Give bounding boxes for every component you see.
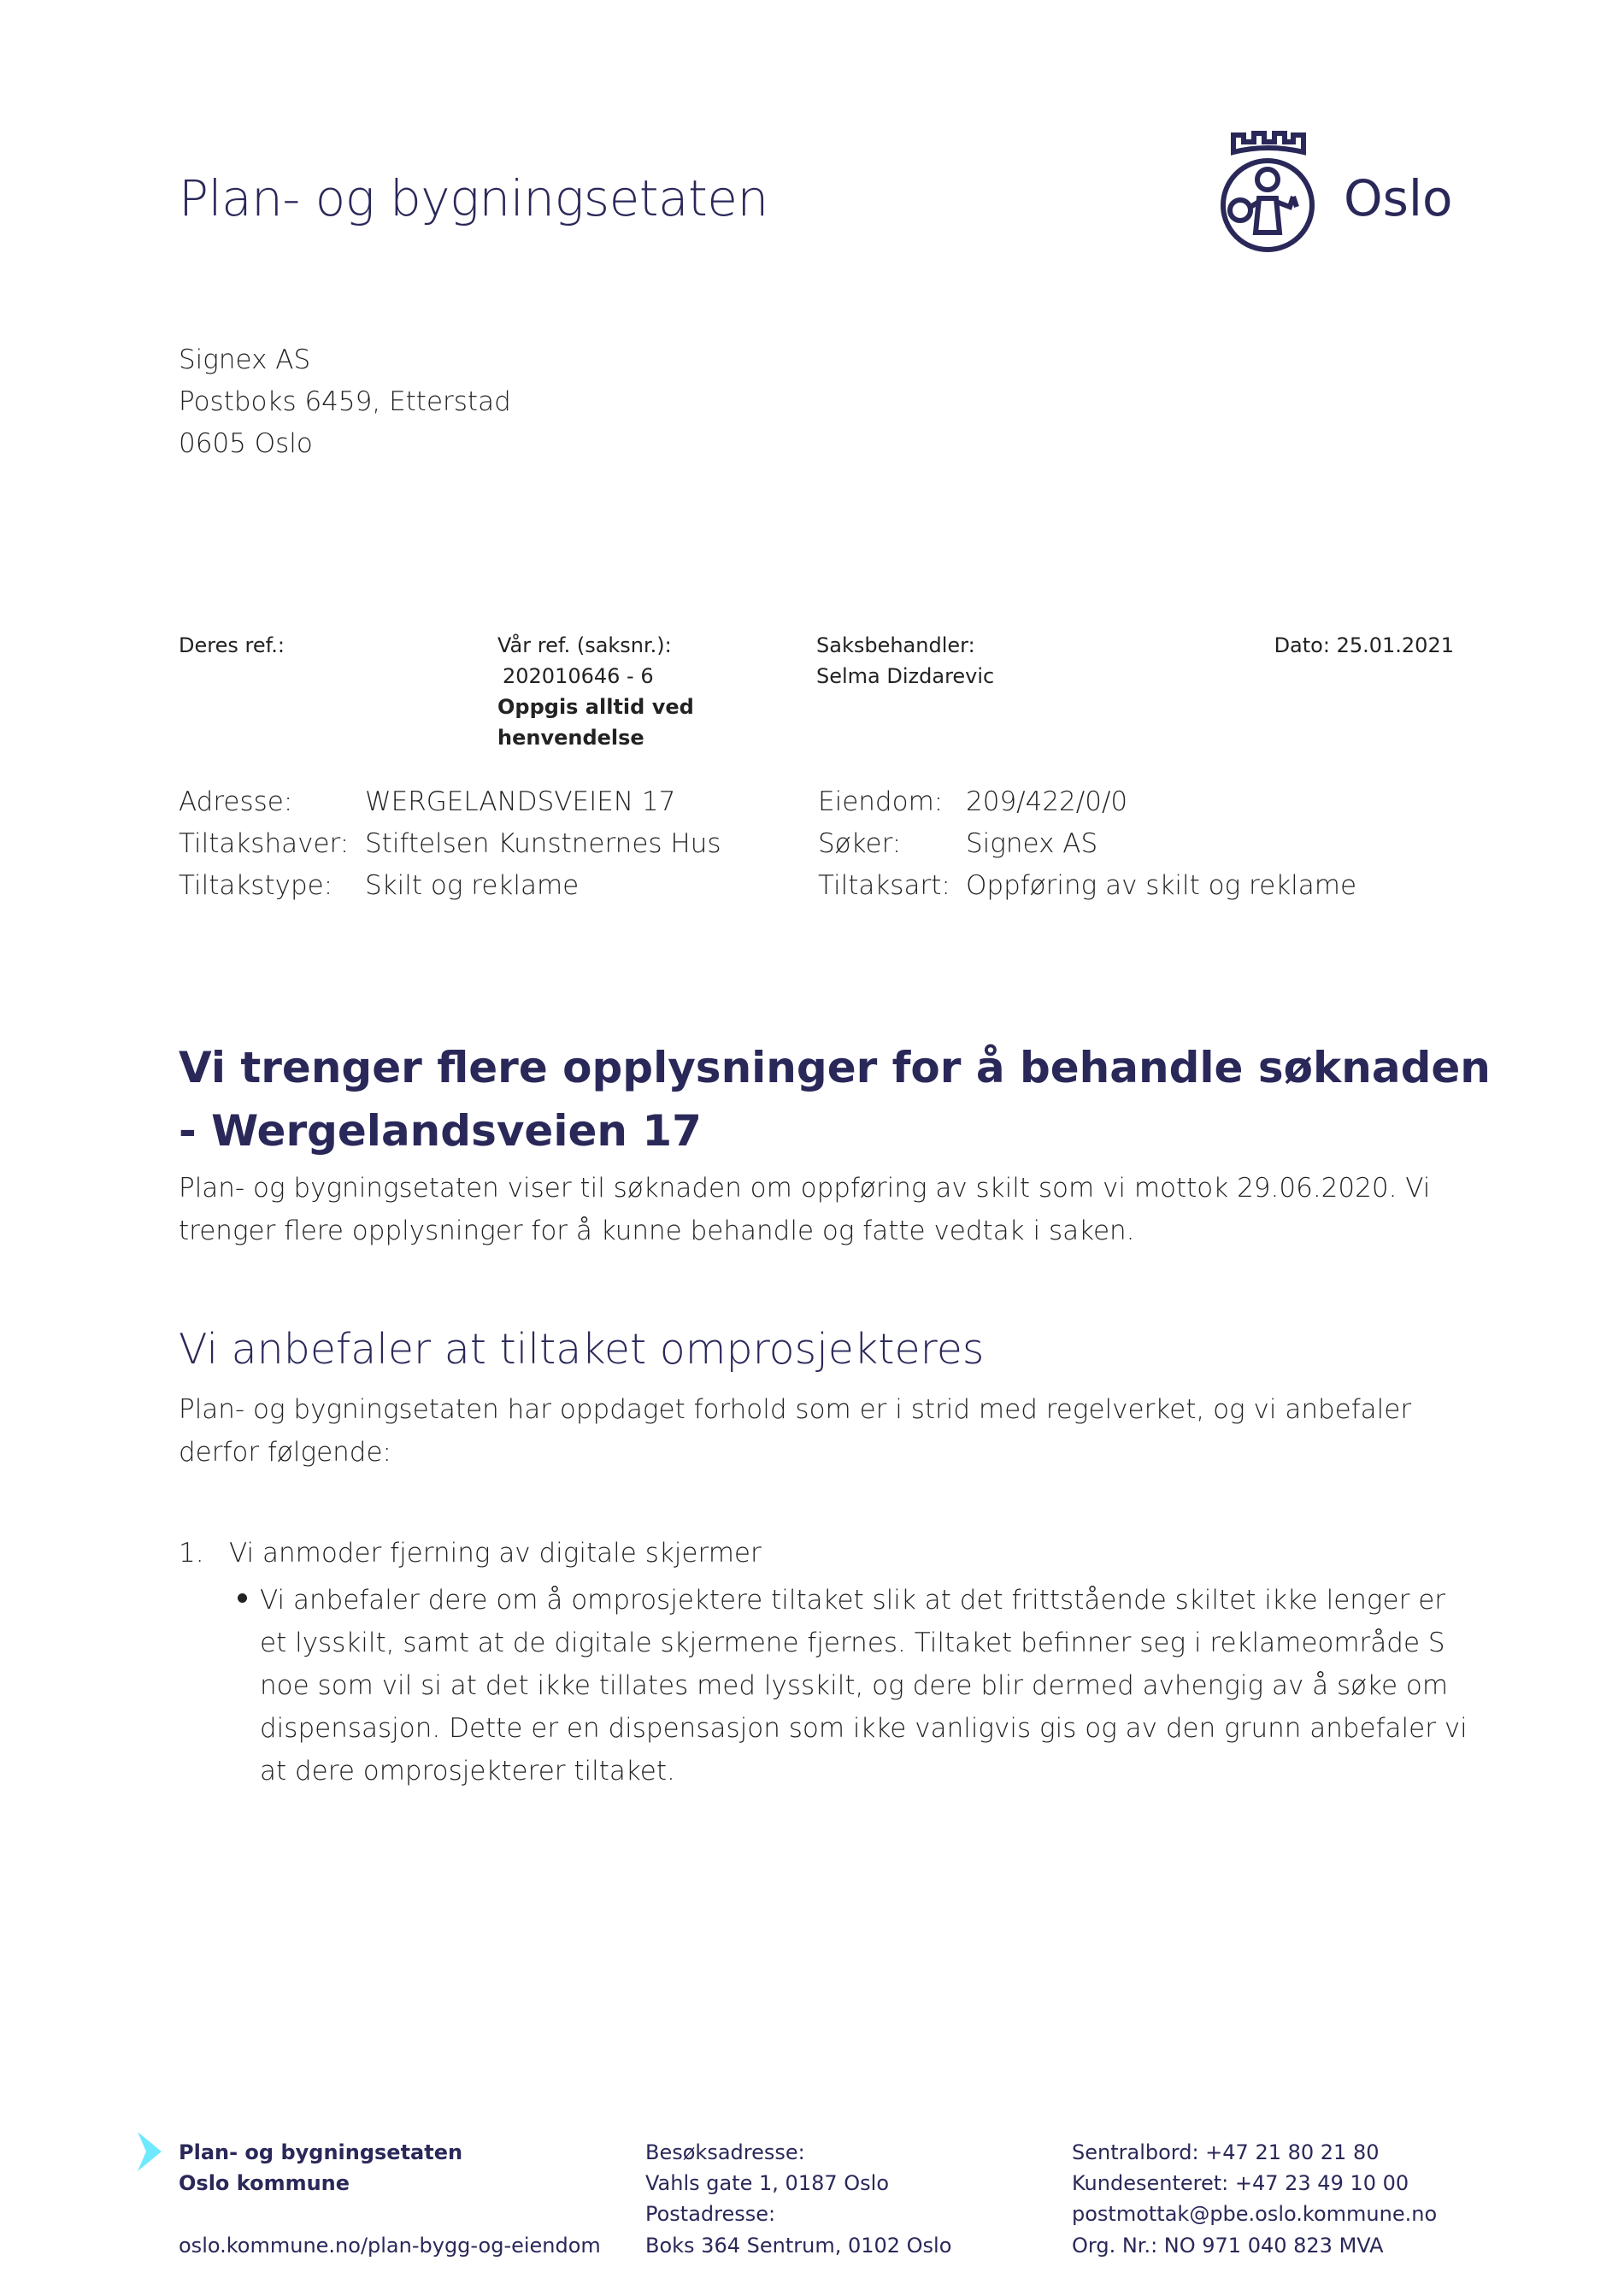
footer-post-label: Postadresse: [645,2202,776,2226]
page-title: Plan- og bygningsetaten [179,169,768,227]
footer-org: Plan- og bygningsetaten [179,2140,463,2164]
recipient-street: Postboks 6459, Etterstad [179,386,511,417]
deres-ref-label: Deres ref.: [179,633,285,657]
bullet-icon [238,1593,247,1603]
tiltakstype-label: Tiltakstype: [179,870,333,901]
eiendom-label: Eiendom: [818,786,944,817]
list-item: Vi anmoder fjerning av digitale skjermer [229,1538,762,1569]
address-label: Adresse: [179,786,293,817]
recipient-city: 0605 Oslo [179,428,313,459]
date: Dato: 25.01.2021 [1274,633,1454,657]
footer-org-number: Org. Nr.: NO 971 040 823 MVA [1072,2234,1384,2258]
oslo-coat-of-arms-logo [1218,128,1317,255]
footer-post-address: Boks 364 Sentrum, 0102 Oslo [645,2234,952,2258]
footer-kommune: Oslo kommune [179,2171,350,2195]
soker-value: Signex AS [966,828,1098,859]
footer-visit-label: Besøksadresse: [645,2140,805,2164]
tiltakshaver-value: Stiftelsen Kunstnernes Hus [365,828,721,859]
soker-label: Søker: [818,828,902,859]
recipient-name: Signex AS [179,344,311,375]
bullet-paragraph: Vi anbefaler dere om å omprosjektere tiltaket slik at det frittstående skiltet ikke lenger er et lysskilt, samt at de digitale skjermene fjernes. Tiltaket befinner seg i reklameområde S noe som vil si at det ikke tillates med lysskilt, og dere blir dermed avhengig av å søke om dispensasjon. Dette er en dispensasjon som ikke vanligvis gis og av den grunn anbefaler vi at dere omprosjekterer tiltaket. [260,1585,1468,1787]
saksbehandler-label: Saksbehandler: [816,633,975,657]
footer-customer-center: Kundesenteret: +47 23 49 10 00 [1072,2171,1409,2195]
var-ref-value: 202010646 - 6 [503,664,654,688]
diamond-icon [134,2132,163,2171]
var-ref-label: Vår ref. (saksnr.): [497,633,672,657]
intro-paragraph: Plan- og bygningsetaten viser til søknaden om oppføring av skilt som vi mottok 29.06.2020. Vi trenger flere opplysninger for å kunne behandle og fatte vedtak i saken. [179,1173,1431,1246]
footer-visit-address: Vahls gate 1, 0187 Oslo [645,2171,889,2195]
logo-text: Oslo [1344,169,1453,227]
heading-line-1: Vi trenger flere opplysninger for å behandle søknaden [179,1043,1491,1092]
main-heading [179,1036,1491,1163]
eiendom-value: 209/422/0/0 [966,786,1128,817]
tiltaksart-label: Tiltaksart: [818,870,950,901]
var-ref-note: Oppgis alltid ved [497,695,694,719]
footer-email-link[interactable]: postmottak@pbe.oslo.kommune.no [1072,2202,1438,2226]
section-heading: Vi anbefaler at tiltaket omprosjekteres [179,1325,985,1374]
tiltakshaver-label: Tiltakshaver: [179,828,350,859]
heading-line-2: - Wergelandsveien 17 [179,1106,702,1156]
saksbehandler-value: Selma Dizdarevic [816,664,995,688]
var-ref-note-2: henvendelse [497,726,644,750]
footer-website-link[interactable]: oslo.kommune.no/plan-bygg-og-eiendom [179,2234,601,2258]
list-number: 1. [179,1538,204,1569]
section-paragraph: Plan- og bygningsetaten har oppdaget forhold som er i strid med regelverket, og vi anbefaler derfor følgende: [179,1394,1412,1468]
tiltakstype-value: Skilt og reklame [365,870,580,901]
tiltaksart-value: Oppføring av skilt og reklame [966,870,1357,901]
footer-switchboard: Sentralbord: +47 21 80 21 80 [1072,2140,1380,2164]
address-value: WERGELANDSVEIEN 17 [365,786,676,817]
